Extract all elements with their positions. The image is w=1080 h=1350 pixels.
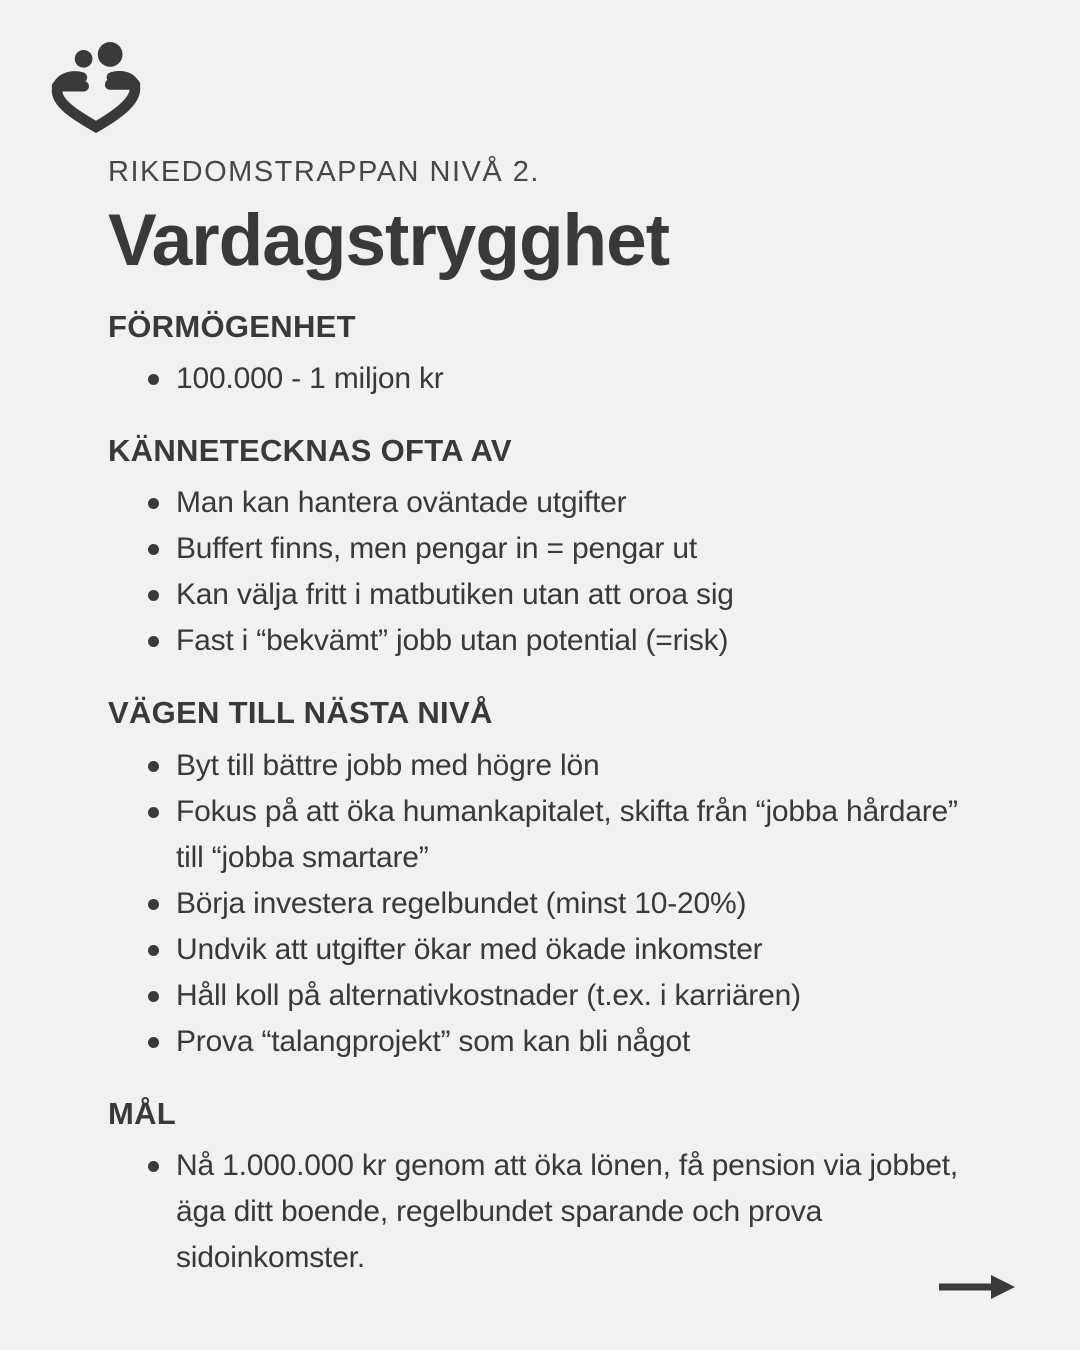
page-title: Vardagstrygghet xyxy=(108,200,670,281)
section xyxy=(108,432,1020,664)
arrow-right-icon xyxy=(936,1270,1018,1304)
bullet-item: Buffert finns, men pengar in = pengar ut xyxy=(148,526,988,572)
content-column xyxy=(108,156,1020,1311)
content-sections xyxy=(108,308,1020,1281)
series-label: RIKEDOMSTRAPPAN NIVÅ 2. xyxy=(108,156,540,188)
bullet-item: Börja investera regelbundet (minst 10-20%) xyxy=(148,881,988,927)
bullet-list xyxy=(108,480,1020,664)
bullet-list xyxy=(108,743,1020,1065)
bullet-item: Fokus på att öka humankapitalet, skifta från “jobba hårdare” till “jobba smartare” xyxy=(148,789,988,881)
bullet-item: Kan välja fritt i matbutiken utan att oroa sig xyxy=(148,572,988,618)
bullet-item: Man kan hantera oväntade utgifter xyxy=(148,480,988,526)
bullet-list xyxy=(108,356,1020,402)
next-slide-arrow[interactable] xyxy=(936,1270,1018,1304)
brand-logo xyxy=(50,40,142,136)
bullet-item: Håll koll på alternativkostnader (t.ex. i karriären) xyxy=(148,973,988,1019)
bullet-item: 100.000 - 1 miljon kr xyxy=(148,356,988,402)
section-heading: MÅL xyxy=(108,1095,177,1131)
bullet-item: Byt till bättre jobb med högre lön xyxy=(148,743,988,789)
bullet-item: Fast i “bekvämt” jobb utan potential (=risk) xyxy=(148,618,988,664)
two-people-heart-icon xyxy=(50,40,142,136)
section xyxy=(108,694,1020,1064)
bullet-list xyxy=(108,1143,1020,1281)
section xyxy=(108,1095,1020,1281)
bullet-item: Prova “talangprojekt” som kan bli något xyxy=(148,1019,988,1065)
section-heading: FÖRMÖGENHET xyxy=(108,309,356,344)
section-heading: VÄGEN TILL NÄSTA NIVÅ xyxy=(108,695,493,731)
section-heading: KÄNNETECKNAS OFTA AV xyxy=(108,433,512,469)
bullet-item: Nå 1.000.000 kr genom att öka lönen, få pension via jobbet, äga ditt boende, regelbundet sparande och prova sidoinkomster. xyxy=(148,1143,988,1281)
section xyxy=(108,308,1020,402)
bullet-item: Undvik att utgifter ökar med ökade inkomster xyxy=(148,927,988,973)
